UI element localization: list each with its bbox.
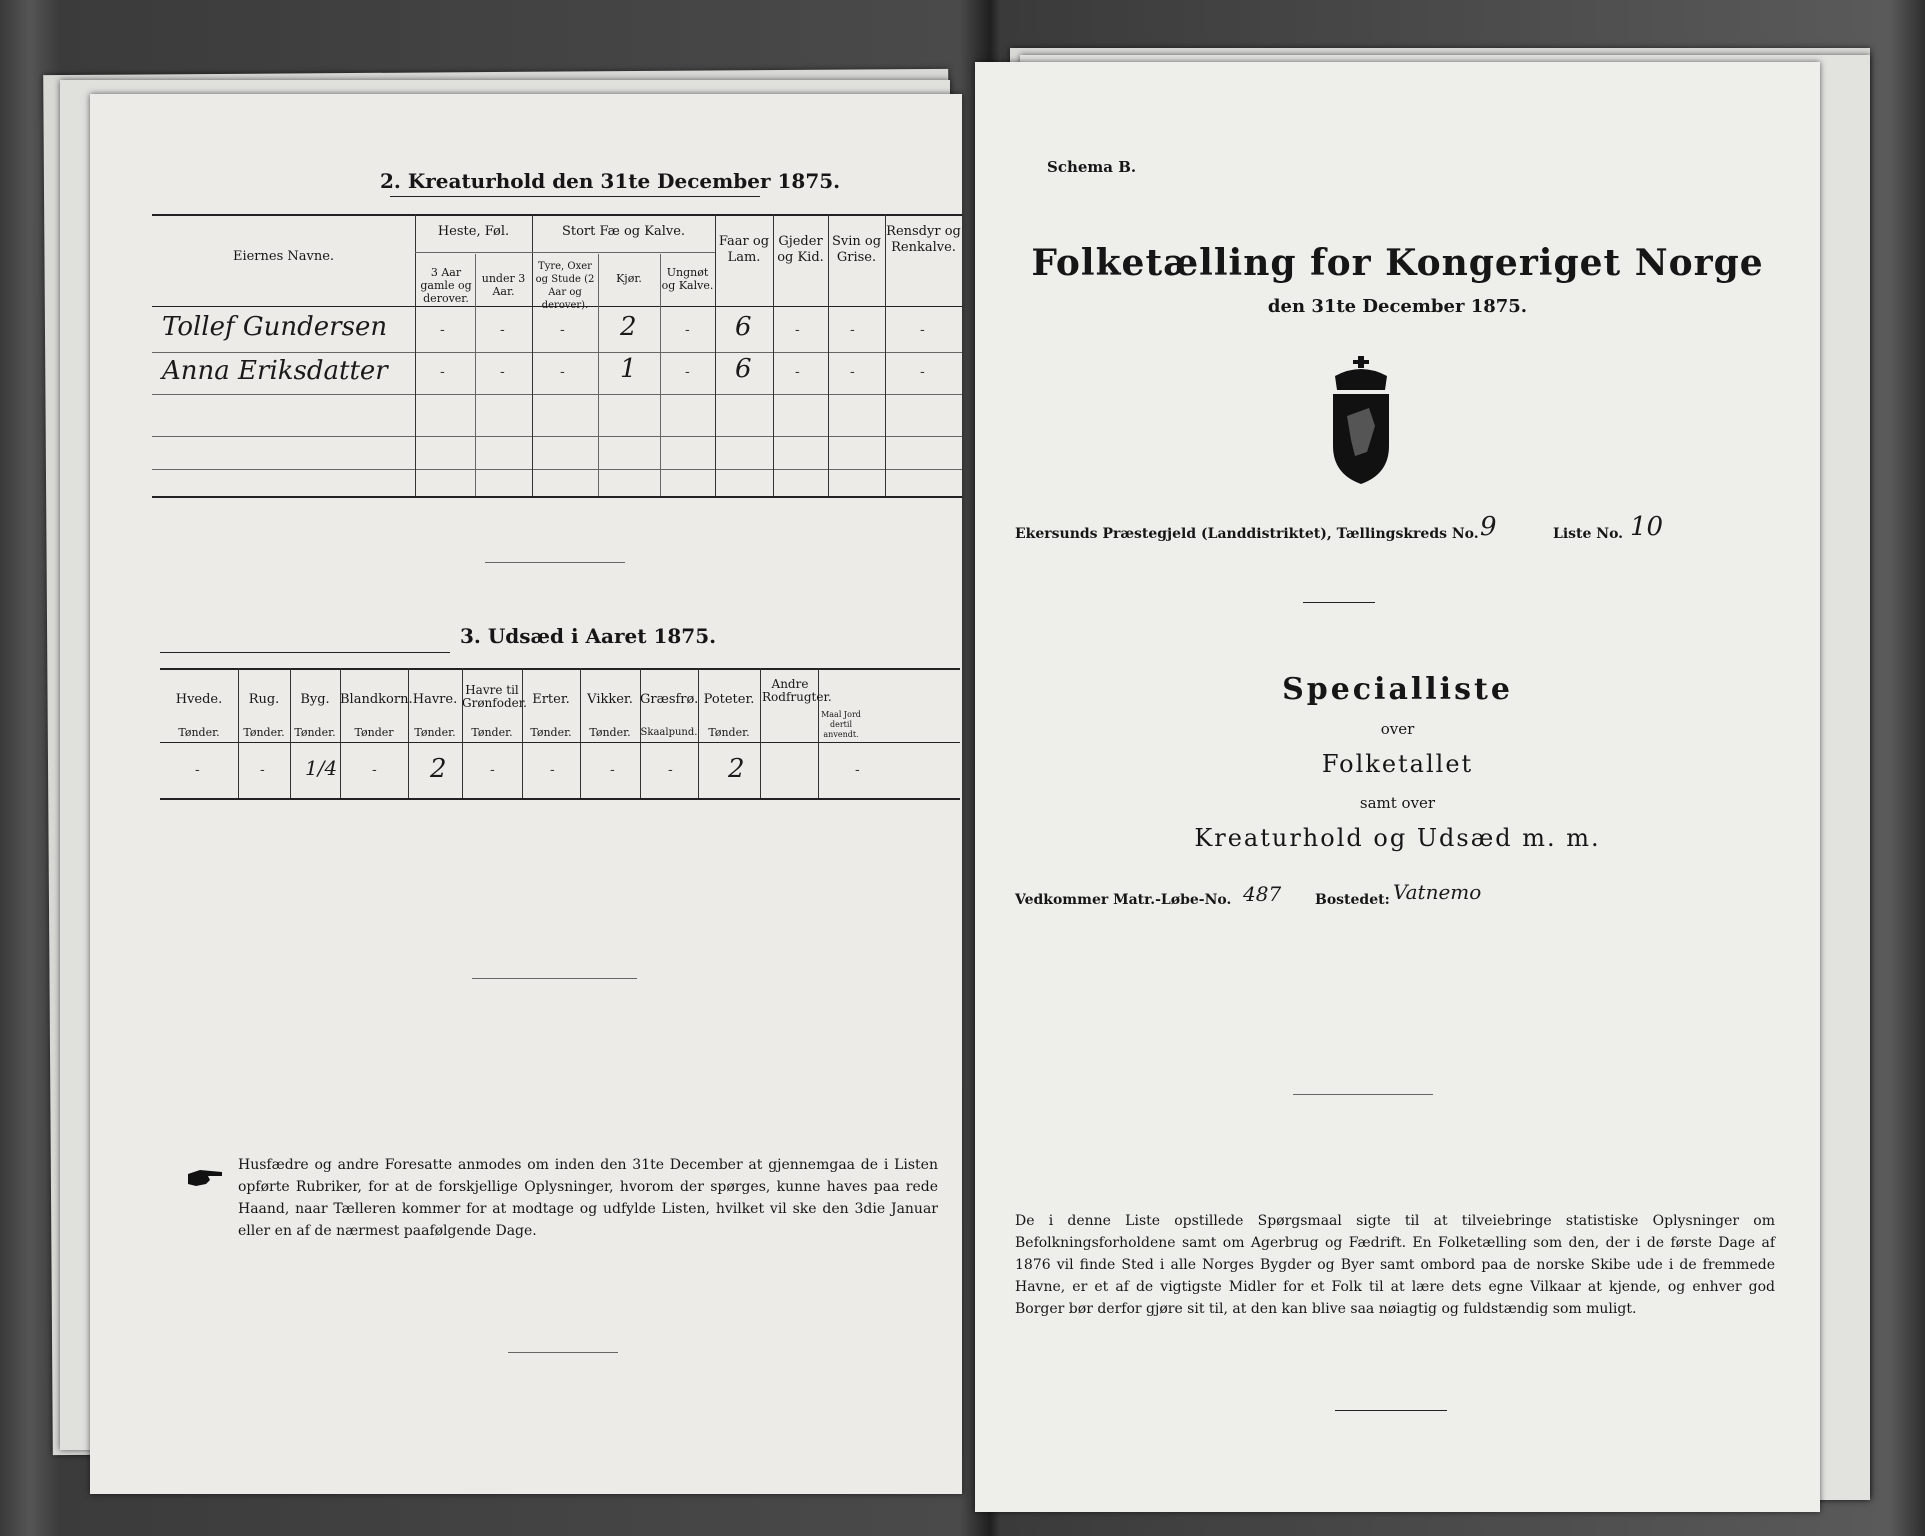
livestock-table-bottom: [152, 496, 962, 498]
bosted-value: Vatnemo: [1393, 880, 1482, 904]
green-oats-header: Havre til Grønfoder.: [462, 683, 527, 710]
peas-header: Erter.: [532, 692, 570, 707]
livestock-table-top: [152, 214, 962, 216]
seed-table-top: [160, 668, 960, 670]
instructions-notice: Husfædre og andre Foresatte anmodes om inden den 31te December at gjennemgaa de i Listen opførte Rubriker, for at de forskjellige Oplysninger, hvorom der spørges, kunne haves paa rede Haand, naar Tælleren kommer for at modtage og udfylde Listen, hvilket vil ske den 3die Januar eller en af de nærmest paafølgende Dage.: [238, 1157, 938, 1239]
specialliste-heading: Specialliste: [1282, 672, 1513, 707]
folketallet-heading: Folketallet: [1321, 750, 1474, 778]
cows-header: Kjør.: [616, 272, 642, 285]
wheat-header: Hvede.: [175, 692, 223, 707]
schema-label: Schema B.: [1047, 158, 1137, 176]
bosted-label: Bostedet:: [1315, 892, 1390, 908]
matr-number: 487: [1243, 882, 1282, 906]
census-date: den 31te December 1875.: [1267, 296, 1528, 317]
census-title: Folketælling for Kongeriget Norge: [1031, 242, 1764, 284]
seed-table-bottom: [160, 798, 960, 800]
right-page: Schema B. Folketælling for Kongeriget Norge den 31te December 1875. Ekersunds Præstegjeld (Landdistriktet), Tællingskreds No. 9 Liste No. 10 Specialliste over Folketallet samt over Kreaturhold og Udsæd m. m. Vedkommer Matr.-Løbe-No. 487 Bostedet: Vatnemo De i denne Liste opstillede Spørgsmaal sigte til at tilveiebringe statistiske Oplysninger om Befolkningsforholdene samt om Agerbrug og Fædrift. En Folketælling som den, der i de første Dage af 1876 vil finde Sted i alle Norges Bygder og Byer samt ombord paa de norske Skibe ude i de fremmede Havne, er et af de vigtigste Midler for et Folk til at lære dets egne Vilkaar at kjende, og enhver god Borger bør derfor gjøre sit til, at den kan blive saa nøiagtig og fuldstændig som muligt.: [975, 62, 1820, 1512]
cattle-group-header: Stort Fæ og Kalve.: [561, 224, 686, 239]
norway-coat-of-arms-icon: [1325, 356, 1397, 486]
sheep-header: Faar og Lam.: [718, 234, 770, 265]
vetch-header: Vikker.: [587, 692, 633, 707]
grass-seed-header: Græsfrø.: [640, 692, 699, 707]
barley-value: 1/4: [305, 756, 338, 780]
root-crops-header: Andre Rodfrugter.: [762, 677, 832, 704]
barley-header: Byg.: [300, 692, 330, 707]
cows-row-2: 1: [620, 354, 637, 384]
horses-3yr-header: 3 Aar gamle og derover.: [420, 266, 472, 305]
census-purpose-paragraph: De i denne Liste opstillede Spørgsmaal sigte til at tilveiebringe statistiske Oplysninger om Befolkningsforholdene samt om Agerbrug og Fædrift. En Folketælling som den, der i de første Dage af 1876 vil finde Sted i alle Norges Bygder og Byer samt ombord paa de norske Skibe ude i de fremmede Havne, er et af de vigtigste Midler for et Folk til at lære dets egne Vilkaar at kjende, og enhver god Borger bør derfor gjøre sit til, at den kan blive saa nøiagtig og fuldstændig som muligt.: [1015, 1213, 1775, 1317]
owner-name-row-2: Anna Eriksdatter: [162, 356, 388, 386]
horses-group-header: Heste, Føl.: [437, 224, 510, 239]
potatoes-header: Poteter.: [703, 692, 755, 707]
cows-row-1: 2: [620, 312, 637, 342]
title-underline: [390, 196, 760, 197]
owner-name-row-1: Tollef Gundersen: [162, 312, 388, 342]
tellingskreds-number: 9: [1480, 512, 1497, 542]
sheep-row-1: 6: [735, 312, 752, 342]
mixed-grain-header: Blandkorn.: [340, 692, 413, 707]
sheep-row-2: 6: [735, 354, 752, 384]
horses-under3-header: under 3 Aar.: [481, 272, 526, 298]
matr-label: Vedkommer Matr.-Løbe-No.: [1015, 892, 1232, 908]
seed-table-header-bottom: [160, 742, 960, 743]
owner-column-header: Eiernes Navne.: [232, 249, 335, 264]
potatoes-value: 2: [728, 754, 745, 784]
liste-label: Liste No.: [1553, 526, 1624, 542]
left-page: 2. Kreaturhold den 31te December 1875. Eiernes Navne. Heste, Føl. Stort Fæ og Kalve. 3 Aar gamle og derover. under 3 Aar. Tyre, Oxer og Stude (2 Aar og derover). Kjør. Ungnøt og Kalve. Faar og Lam. Gjeder og Kid. Svin og Grise. Rensdyr og Renkalve. Tollef Gundersen - - - 2 - 6 - - - Anna Eriksdatter - - - 1 - 6 - - - 3. Udsæd i Aaret 1875. Hvede. Rug. Byg. Blandkorn. Havre. Havre til Grønfoder. Erter. Vikker. Græsfrø. Poteter. Andre Rodfrugter. Tønder. Tønder. Tønder. Tønder Tønder. Tønder. Tønder. Tønder. Skaalpund. Tønder. Maal Jord dertil anvendt. - - 1/4 - 2 - - - - 2 - Husfædre og andre Foresatte anmodes om inden den 31te December at gjennemgaa de i Listen opførte Rubriker, for at de forskjellige Oplysninger, hvorom der spørges, kunne haves paa rede Haand, naar Tælleren kommer for at modtage og udfylde Listen, hvilket vil ske den 3die Januar eller en af de nærmest paafølgende Dage.: [90, 94, 962, 1494]
district-line: Ekersunds Præstegjeld (Landdistriktet), Tællingskreds No.: [1015, 526, 1479, 542]
livestock-title: 2. Kreaturhold den 31te December 1875.: [380, 169, 841, 193]
oats-value: 2: [430, 754, 447, 784]
goats-header: Gjeder og Kid.: [777, 234, 824, 265]
liste-number: 10: [1630, 512, 1664, 542]
reindeer-header: Rensdyr og Renkalve.: [886, 224, 961, 255]
oats-header: Havre.: [412, 692, 458, 707]
young-cattle-header: Ungnøt og Kalve.: [661, 266, 714, 292]
rye-header: Rug.: [248, 692, 280, 707]
pointing-hand-icon: [186, 1166, 226, 1190]
seed-title: 3. Udsæd i Aaret 1875.: [460, 624, 717, 648]
kreaturhold-heading: Kreaturhold og Udsæd m. m.: [1194, 824, 1601, 852]
bulls-header: Tyre, Oxer og Stude (2 Aar og derover).: [535, 261, 595, 311]
separator: [485, 562, 625, 563]
pigs-header: Svin og Grise.: [831, 234, 882, 265]
